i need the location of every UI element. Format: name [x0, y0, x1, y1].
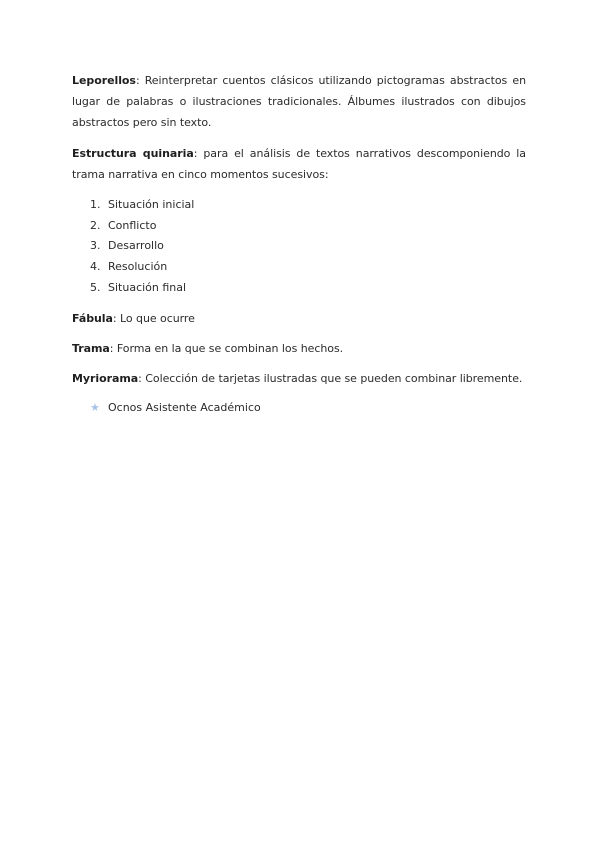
list-item-text: Desarrollo	[108, 239, 164, 253]
list-item-text: Conflicto	[108, 218, 157, 232]
list-item-text: Situación inicial	[108, 198, 195, 211]
list-item-number: 2.	[90, 218, 101, 232]
list-item-text: Situación final	[108, 280, 187, 294]
list-item-number: 3.	[90, 239, 101, 253]
term-leporellos: Leporellos	[72, 74, 136, 87]
footer-text: Ocnos Asistente Académico	[108, 400, 261, 414]
quinaria-definition: : para el análisis de textos narrativos descomponiendo la trama narrativa en cinco momentos sucesivos:	[72, 147, 526, 181]
term-trama: Trama	[72, 341, 110, 355]
star-icon: ★	[90, 400, 100, 414]
fabula-definition: : Lo que ocurre	[112, 311, 195, 325]
list-item	[72, 195, 526, 216]
list-item	[72, 257, 526, 278]
myriorama-definition: : Colección de tarjetas ilustradas que se pueden combinar libremente.	[138, 371, 523, 385]
myriorama-paragraph	[72, 368, 526, 389]
document-page	[72, 70, 526, 418]
quinaria-paragraph	[72, 143, 526, 185]
list-item-number: 4.	[90, 260, 101, 274]
quinaria-list	[72, 195, 526, 299]
list-item-text: Resolución	[108, 260, 168, 274]
term-estructura-quinaria: Estructura quinaria	[72, 147, 194, 160]
leporellos-definition: : Reinterpretar cuentos clásicos utilizando pictogramas abstractos en lugar de palabras o ilustraciones tradicionales. Álbumes ilustrados con dibujos abstractos pero sin texto.	[72, 74, 526, 129]
list-item-number: 5.	[90, 280, 101, 294]
list-item	[72, 236, 526, 257]
term-fabula: Fábula	[72, 311, 113, 325]
list-item-number: 1.	[90, 198, 101, 211]
trama-paragraph	[72, 338, 526, 359]
leporellos-paragraph	[72, 70, 526, 133]
trama-definition: : Forma en la que se combinan los hechos.	[109, 341, 344, 355]
term-myriorama: Myriorama	[72, 371, 139, 385]
list-item	[72, 216, 526, 237]
fabula-paragraph	[72, 308, 526, 329]
list-item	[72, 278, 526, 299]
footer-note	[90, 398, 526, 418]
